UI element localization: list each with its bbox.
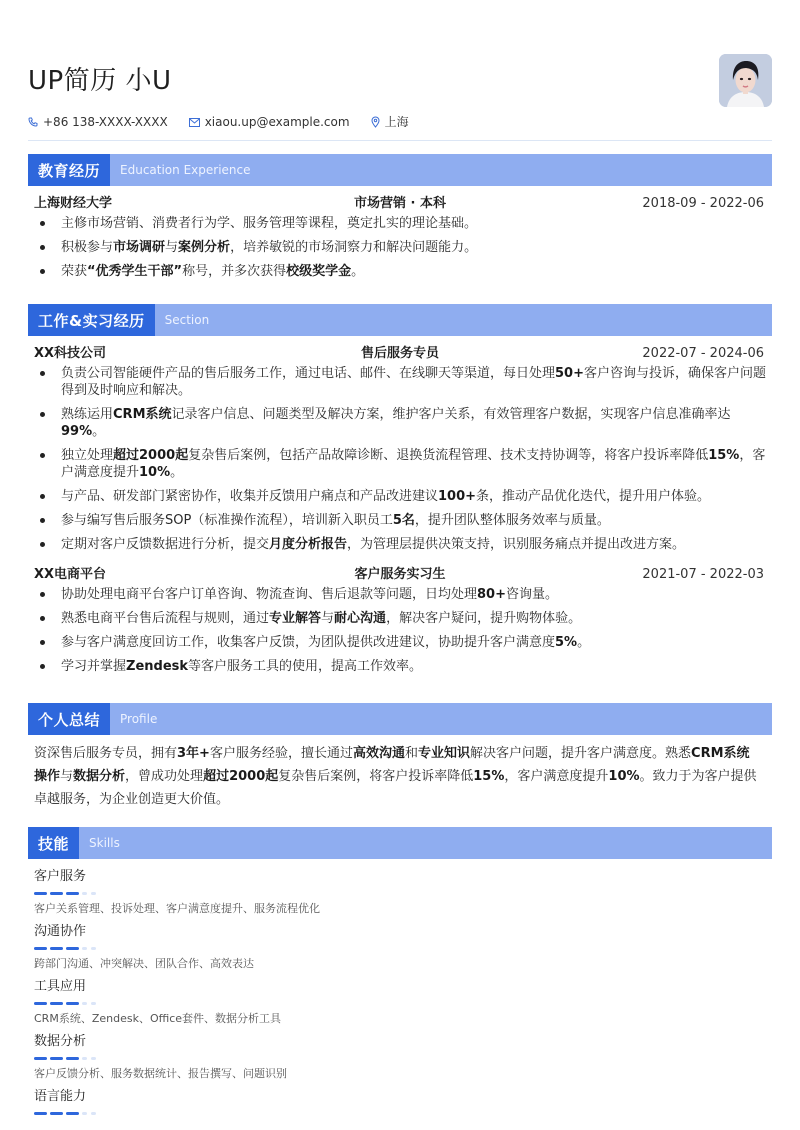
skill-level-empty [91,1057,96,1060]
mail-icon [189,118,200,127]
work-entry-bullets [28,586,772,675]
location-text: 上海 [384,115,409,129]
highlight-text: 专业知识 [418,746,471,761]
work-entry-header [28,343,772,365]
entry-role: 客户服务实习生 [354,567,446,582]
skill-name: 沟通协作 [34,924,87,939]
highlight-text: 99% [61,424,93,439]
contact-location [371,114,409,130]
skill-item [28,978,772,1028]
bullet-item: 独立处理超过2000起复杂售后案例，包括产品故障诊断、退换货流程管理、技术支持协调等，将客户投诉率降低15%，客户满意度提升10%。 [28,447,772,481]
bullet-item: 协助处理电商平台客户订单咨询、物流查询、售后退款等问题，日均处理80+咨询量。 [28,586,772,603]
highlight-text: 耐心沟通 [334,611,387,626]
contact-email [189,114,350,130]
skill-level-filled [34,892,47,895]
section-subtitle: Profile [120,712,158,726]
skill-level-empty [91,1002,96,1005]
highlight-text: 5名 [392,513,415,528]
phone-number: +86 138-XXXX-XXXX [43,115,168,129]
skill-level-filled [50,892,63,895]
entry-major: 市场营销 · 本科 [354,196,446,211]
contact-info [28,114,430,130]
skill-description: 跨部门沟通、冲突解决、团队合作、高效表达 [34,957,254,970]
skill-level-filled [34,1002,47,1005]
profile-summary: 资深售后服务专员，拥有3年+客户服务经验，擅长通过高效沟通和专业知识解决客户问题，提升客户满意度。熟悉CRM系统操作与数据分析，曾成功处理超过2000起复杂售后案例，将客户投诉率降低15%，客户满意度提升10%。致力于为客户提供卓越服务，为企业创造更大价值。 [34,746,757,807]
highlight-text: 3年+ [177,746,210,761]
skill-item [28,1033,772,1083]
work-entry-bullets [28,365,772,553]
skill-level-filled [66,1057,79,1060]
bullet-item: 学习并掌握Zendesk等客户服务工具的使用，提高工作效率。 [28,658,772,675]
bullet-item: 荣获“优秀学生干部”称号，并多次获得校级奖学金。 [28,263,772,280]
skill-level-filled [34,1112,47,1115]
skill-level-bar [34,1106,772,1120]
skill-name: 语言能力 [34,1089,87,1104]
skill-level-bar [34,996,772,1010]
avatar [719,54,772,107]
bullet-item: 负责公司智能硬件产品的售后服务工作，通过电话、邮件、在线聊天等渠道，每日处理50+客户咨询与投诉，确保客户问题得到及时响应和解决。 [28,365,772,399]
highlight-text: 15% [473,769,505,784]
highlight-text: 高效沟通 [352,746,405,761]
highlight-text: 15% [708,448,740,463]
skill-level-filled [66,1002,79,1005]
education-bullets [28,215,772,280]
skill-level-filled [50,1112,63,1115]
skill-name: 客户服务 [34,869,87,884]
skill-item [28,923,772,973]
section-title: 技能 [28,827,79,859]
skill-level-bar [34,1051,772,1065]
highlight-text: 数据分析 [73,769,126,784]
section-subtitle: Education Experience [120,163,251,177]
skill-level-filled [66,1112,79,1115]
bullet-item: 积极参与市场调研与案例分析，培养敏锐的市场洞察力和解决问题能力。 [28,239,772,256]
highlight-text: 月度分析报告 [269,537,348,552]
highlight-text: 案例分析 [178,240,231,255]
entry-date: 2021-07 - 2022-03 [642,567,764,582]
contact-phone [28,114,168,130]
skill-name: 数据分析 [34,1034,87,1049]
highlight-text: Zendesk [126,659,189,674]
highlight-text: 100+ [438,489,477,504]
skill-level-filled [50,1057,63,1060]
section-subtitle: Skills [89,836,120,850]
section-header [28,154,772,186]
skill-level-filled [34,1057,47,1060]
entry-date: 2018-09 - 2022-06 [642,196,764,211]
skill-level-filled [50,1002,63,1005]
highlight-text: 专业解答 [269,611,322,626]
entry-date: 2022-07 - 2024-06 [642,346,764,361]
skill-level-empty [91,892,96,895]
section-subtitle: Section [164,313,210,327]
highlight-text: 超过2000起 [203,769,279,784]
bullet-item: 主修市场营销、消费者行为学、服务管理等课程，奠定扎实的理论基础。 [28,215,772,232]
skill-level-empty [82,1057,87,1060]
work-section [28,304,772,682]
section-title: 个人总结 [28,703,110,735]
education-entry-header [28,193,772,215]
skill-level-empty [82,947,87,950]
skill-level-filled [66,892,79,895]
candidate-name: UP简历 小U [28,66,172,96]
work-entry-header [28,564,772,586]
skill-level-bar [34,886,772,900]
education-section [28,154,772,287]
section-header [28,703,772,735]
skills-list [28,868,772,1120]
section-header [28,827,772,859]
skill-item [28,1088,772,1120]
section-title: 教育经历 [28,154,110,186]
bullet-item: 熟悉电商平台售后流程与规则，通过专业解答与耐心沟通，解决客户疑问，提升购物体验。 [28,610,772,627]
bullet-item: 定期对客户反馈数据进行分析，提交月度分析报告，为管理层提供决策支持，识别服务痛点并提出改进方案。 [28,536,772,553]
highlight-text: 5% [555,635,578,650]
section-title: 工作&实习经历 [28,304,155,336]
entry-school: 上海财经大学 [34,196,113,211]
entry-company: XX科技公司 [34,346,107,361]
skill-description: 客户反馈分析、服务数据统计、报告撰写、问题识别 [34,1067,287,1080]
skill-description: CRM系统、Zendesk、Office套件、数据分析工具 [34,1012,282,1025]
highlight-text: 50+ [555,366,584,381]
skill-level-empty [82,892,87,895]
highlight-text: CRM系统 [113,407,172,422]
location-pin-icon [371,116,380,128]
skill-level-empty [91,947,96,950]
header-divider [28,140,772,141]
highlight-text: 80+ [477,587,506,602]
bullet-item: 熟练运用CRM系统记录客户信息、问题类型及解决方案，维护客户关系，有效管理客户数据，实现客户信息准确率达99%。 [28,406,772,440]
entry-company: XX电商平台 [34,567,107,582]
highlight-text: CRM系统操作 [34,746,750,784]
email-address: xiaou.up@example.com [204,115,350,129]
phone-icon [28,117,38,127]
skill-level-bar [34,941,772,955]
bullet-item: 参与编写售后服务SOP（标准操作流程），培训新入职员工5名，提升团队整体服务效率与质量。 [28,512,772,529]
skill-level-filled [34,947,47,950]
skill-level-empty [82,1002,87,1005]
profile-section [28,703,772,811]
skill-description: 客户关系管理、投诉处理、客户满意度提升、服务流程优化 [34,902,320,915]
skill-name: 工具应用 [34,979,87,994]
section-header [28,304,772,336]
skills-section [28,827,772,1125]
skill-level-empty [82,1112,87,1115]
entry-role: 售后服务专员 [360,346,439,361]
portrait-photo-icon [719,54,772,107]
resume-header [28,0,772,140]
skill-level-empty [91,1112,96,1115]
skill-level-filled [50,947,63,950]
highlight-text: 超过2000起 [113,448,189,463]
bullet-item: 与产品、研发部门紧密协作，收集并反馈用户痛点和产品改进建议100+条，推动产品优化迭代，提升用户体验。 [28,488,772,505]
highlight-text: 校级奖学金 [286,264,352,279]
skill-level-filled [66,947,79,950]
highlight-text: “优秀学生干部” [87,264,183,279]
highlight-text: 市场调研 [113,240,166,255]
highlight-text: 10% [139,465,171,480]
skill-item [28,868,772,918]
resume-page [28,0,772,1104]
bullet-item: 参与客户满意度回访工作，收集客户反馈，为团队提供改进建议，协助提升客户满意度5%。 [28,634,772,651]
highlight-text: 10% [608,769,640,784]
